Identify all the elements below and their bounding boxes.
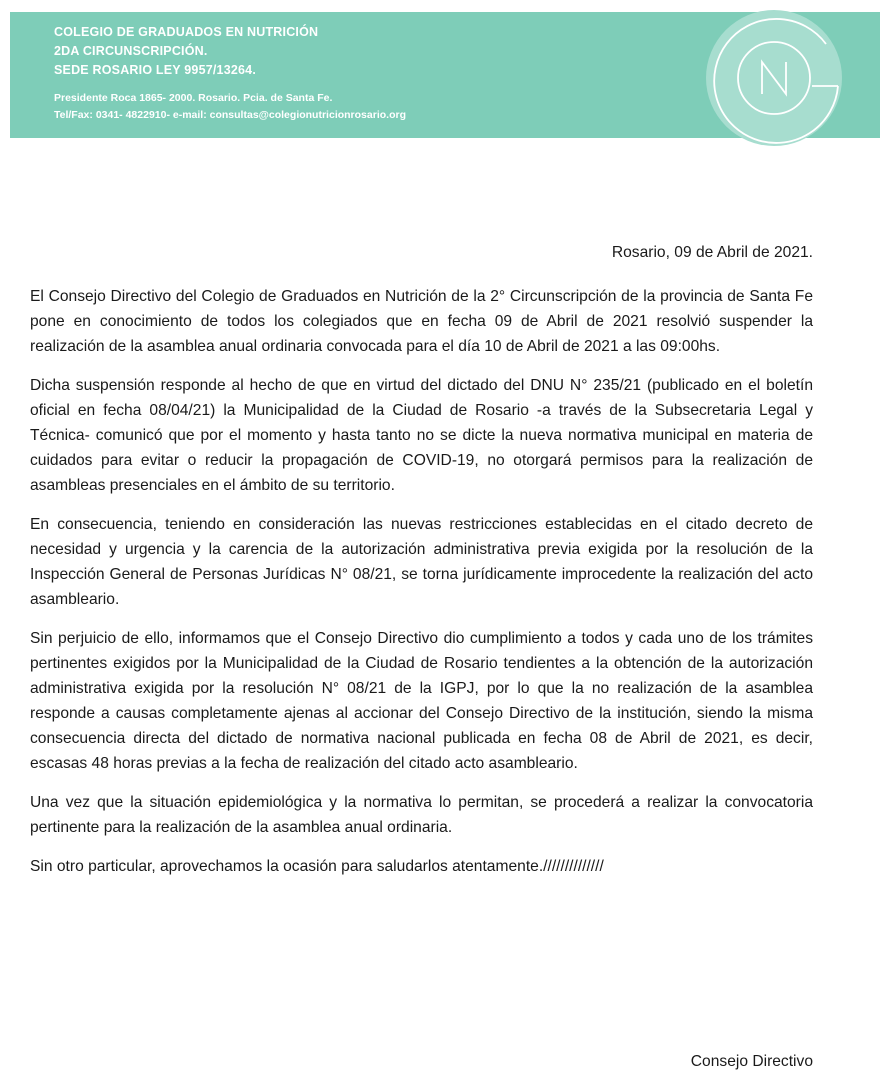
letterhead-text <box>54 23 406 124</box>
paragraph-compliance: Sin perjuicio de ello, informamos que el Consejo Directivo dio cumplimiento a todos y cada uno de los trámites pertinentes exigidos por la Municipalidad de la Ciudad de Rosario tendientes a la obtención de la autorización administrativa exigida por la resolución N° 08/21 de la IGPJ, por lo que la no realización de la asamblea responde a causas completamente ajenas al accionar del Consejo Directivo de la institución, siendo la misma consecuencia directa del dictado de normativa nacional publicada en fecha 08 de Abril de 2021, es decir, escasas 48 horas previas a la fecha de realización del citado acto asambleario. <box>30 630 813 772</box>
org-seat: SEDE ROSARIO LEY 9957/13264. <box>54 63 256 77</box>
org-contact: Tel/Fax: 0341- 4822910- e-mail: consultas@colegionutricionrosario.org <box>54 109 406 121</box>
contact-block <box>54 90 406 124</box>
paragraph-consequence: En consecuencia, teniendo en consideración las nuevas restricciones establecidas en el citado decreto de necesidad y urgencia y la carencia de la autorización administrativa previa exigida por la resolución de la Inspección General de Personas Jurídicas N° 08/21, se torna jurídicamente improcedente la realización del acto asambleario. <box>30 516 813 608</box>
org-address: Presidente Roca 1865- 2000. Rosario. Pcia. de Santa Fe. <box>54 92 333 104</box>
org-circumscription: 2DA CIRCUNSCRIPCIÓN. <box>54 44 208 58</box>
letter-date: Rosario, 09 de Abril de 2021. <box>611 244 813 261</box>
letter-body <box>30 240 813 879</box>
paragraph-reason: Dicha suspensión responde al hecho de que en virtud del dictado del DNU N° 235/21 (publicado en el boletín oficial en fecha 08/04/21) la Municipalidad de la Ciudad de Rosario -a través de la Subsecretaria Legal y Técnica- comunicó que por el momento y hasta tanto no se dicte la nueva normativa municipal en materia de cuidados para evitar o reducir la propagación de COVID-19, no otorgará permisos para la realización de asambleas presenciales en el ámbito de su territorio. <box>30 377 813 494</box>
org-name: COLEGIO DE GRADUADOS EN NUTRICIÓN <box>54 25 319 39</box>
letter-signature: Consejo Directivo <box>690 1053 813 1070</box>
paragraph-future-convocation: Una vez que la situación epidemiológica y la normativa lo permitan, se procederá a realizar la convocatoria pertinente para la realización de la asamblea anual ordinaria. <box>30 794 813 836</box>
letter-closing: Sin otro particular, aprovechamos la ocasión para saludarlos atentamente.////////////// <box>30 858 604 875</box>
paragraph-suspension: El Consejo Directivo del Colegio de Graduados en Nutrición de la 2° Circunscripción de la provincia de Santa Fe pone en conocimiento de todos los colegiados que en fecha 09 de Abril de 2021 resolvió suspender la realización de la asamblea anual ordinaria convocada para el día 10 de Abril de 2021 a las 09:00hs. <box>30 288 813 355</box>
ng-logo-icon <box>702 8 852 148</box>
